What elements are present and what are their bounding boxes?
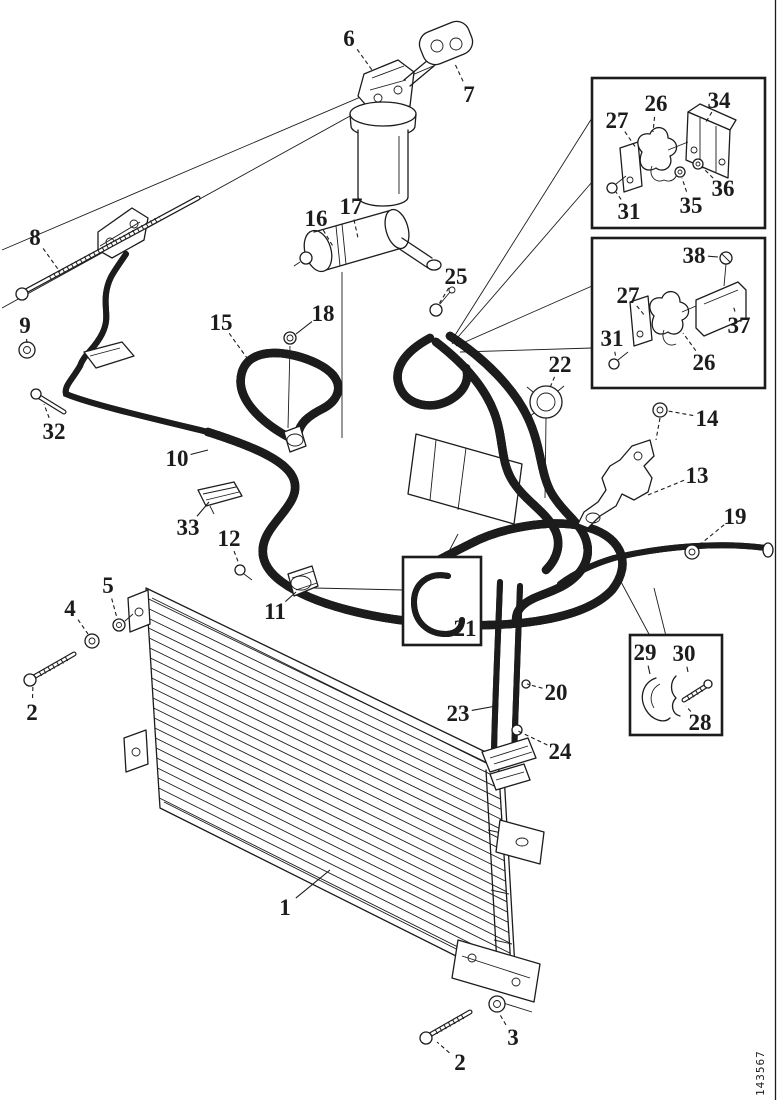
leader-line-5: [112, 599, 117, 618]
callout-9: 9: [19, 313, 31, 338]
leader-line-4: [78, 620, 88, 634]
callout-35: 35: [679, 193, 703, 218]
callout-2-left: 2: [26, 700, 38, 725]
leader-line-14: [668, 411, 693, 416]
callout-21: 21: [453, 616, 477, 641]
condenser-fin-line: [154, 708, 506, 881]
leader-line-12: [234, 551, 239, 564]
callout-32: 32: [42, 419, 66, 444]
condenser-mount-bolt-bottom: [420, 996, 505, 1044]
leader-line-25: [439, 288, 449, 304]
condenser-mount-bolt-left: [24, 614, 133, 686]
leader-line-17: [354, 220, 358, 238]
callout-15: 15: [209, 310, 233, 335]
callout-22: 22: [548, 352, 572, 377]
callout-25: 25: [444, 264, 468, 289]
callout-37: 37: [727, 313, 751, 338]
hose-loop-15: [241, 272, 342, 452]
leader-line-11: [285, 592, 296, 602]
leader-line-7: [455, 64, 463, 81]
condenser-fin-line: [158, 778, 510, 953]
callout-24: 24: [548, 739, 572, 764]
condenser-fin-line: [157, 768, 509, 943]
callout-27-b: 27: [616, 283, 640, 308]
leader-line-3: [499, 1013, 506, 1025]
callout-13: 13: [685, 463, 709, 488]
leader-line-18: [296, 322, 312, 334]
condenser-tubes: [482, 582, 536, 790]
leader-line-6: [357, 49, 372, 70]
callout-38: 38: [682, 243, 706, 268]
callout-33: 33: [176, 515, 200, 540]
callout-31-a: 31: [617, 199, 641, 224]
callout-6: 6: [343, 26, 355, 51]
callout-5: 5: [102, 573, 114, 598]
condenser-fins: [147, 598, 512, 974]
callout-19: 19: [723, 504, 747, 529]
receiver-drier-drawing: [350, 17, 476, 206]
callout-17: 17: [339, 194, 363, 219]
callout-4: 4: [64, 596, 76, 621]
callout-26-a: 26: [644, 91, 668, 116]
callout-12: 12: [217, 526, 241, 551]
callout-10: 10: [165, 446, 189, 471]
condenser-fin-line: [159, 788, 511, 963]
callout-34: 34: [707, 88, 731, 113]
leader-line-8: [43, 248, 60, 272]
callout-1: 1: [279, 895, 291, 920]
callout-8: 8: [29, 225, 41, 250]
callout-11: 11: [264, 599, 286, 624]
callout-7: 7: [463, 82, 475, 107]
callout-14: 14: [695, 406, 719, 431]
callout-36: 36: [711, 176, 735, 201]
callout-18: 18: [311, 301, 335, 326]
callout-27-a: 27: [605, 108, 629, 133]
condenser-fin-line: [155, 728, 507, 902]
condenser-drawing: [124, 588, 544, 1012]
callout-28: 28: [688, 710, 712, 735]
condenser-fin-line: [157, 758, 509, 933]
callout-29: 29: [633, 640, 657, 665]
callout-26-b: 26: [692, 350, 716, 375]
condenser-fin-line: [151, 668, 503, 840]
callout-20: 20: [544, 680, 568, 705]
condenser-fin-line: [156, 748, 508, 922]
callout-3: 3: [507, 1025, 519, 1050]
leader-line-13: [648, 480, 684, 495]
leader-line-32: [44, 404, 49, 418]
leader-line-2-bottom: [437, 1042, 449, 1053]
leader-line-10: [191, 450, 208, 455]
drawing-code: 143567: [754, 1050, 767, 1096]
callout-23: 23: [446, 701, 470, 726]
callout-31-b: 31: [600, 326, 624, 351]
callout-30: 30: [672, 641, 696, 666]
callout-16: 16: [304, 206, 328, 231]
leader-line-15: [229, 333, 247, 358]
condenser-fin-line: [154, 718, 506, 892]
callout-2-bottom: 2: [454, 1050, 466, 1075]
